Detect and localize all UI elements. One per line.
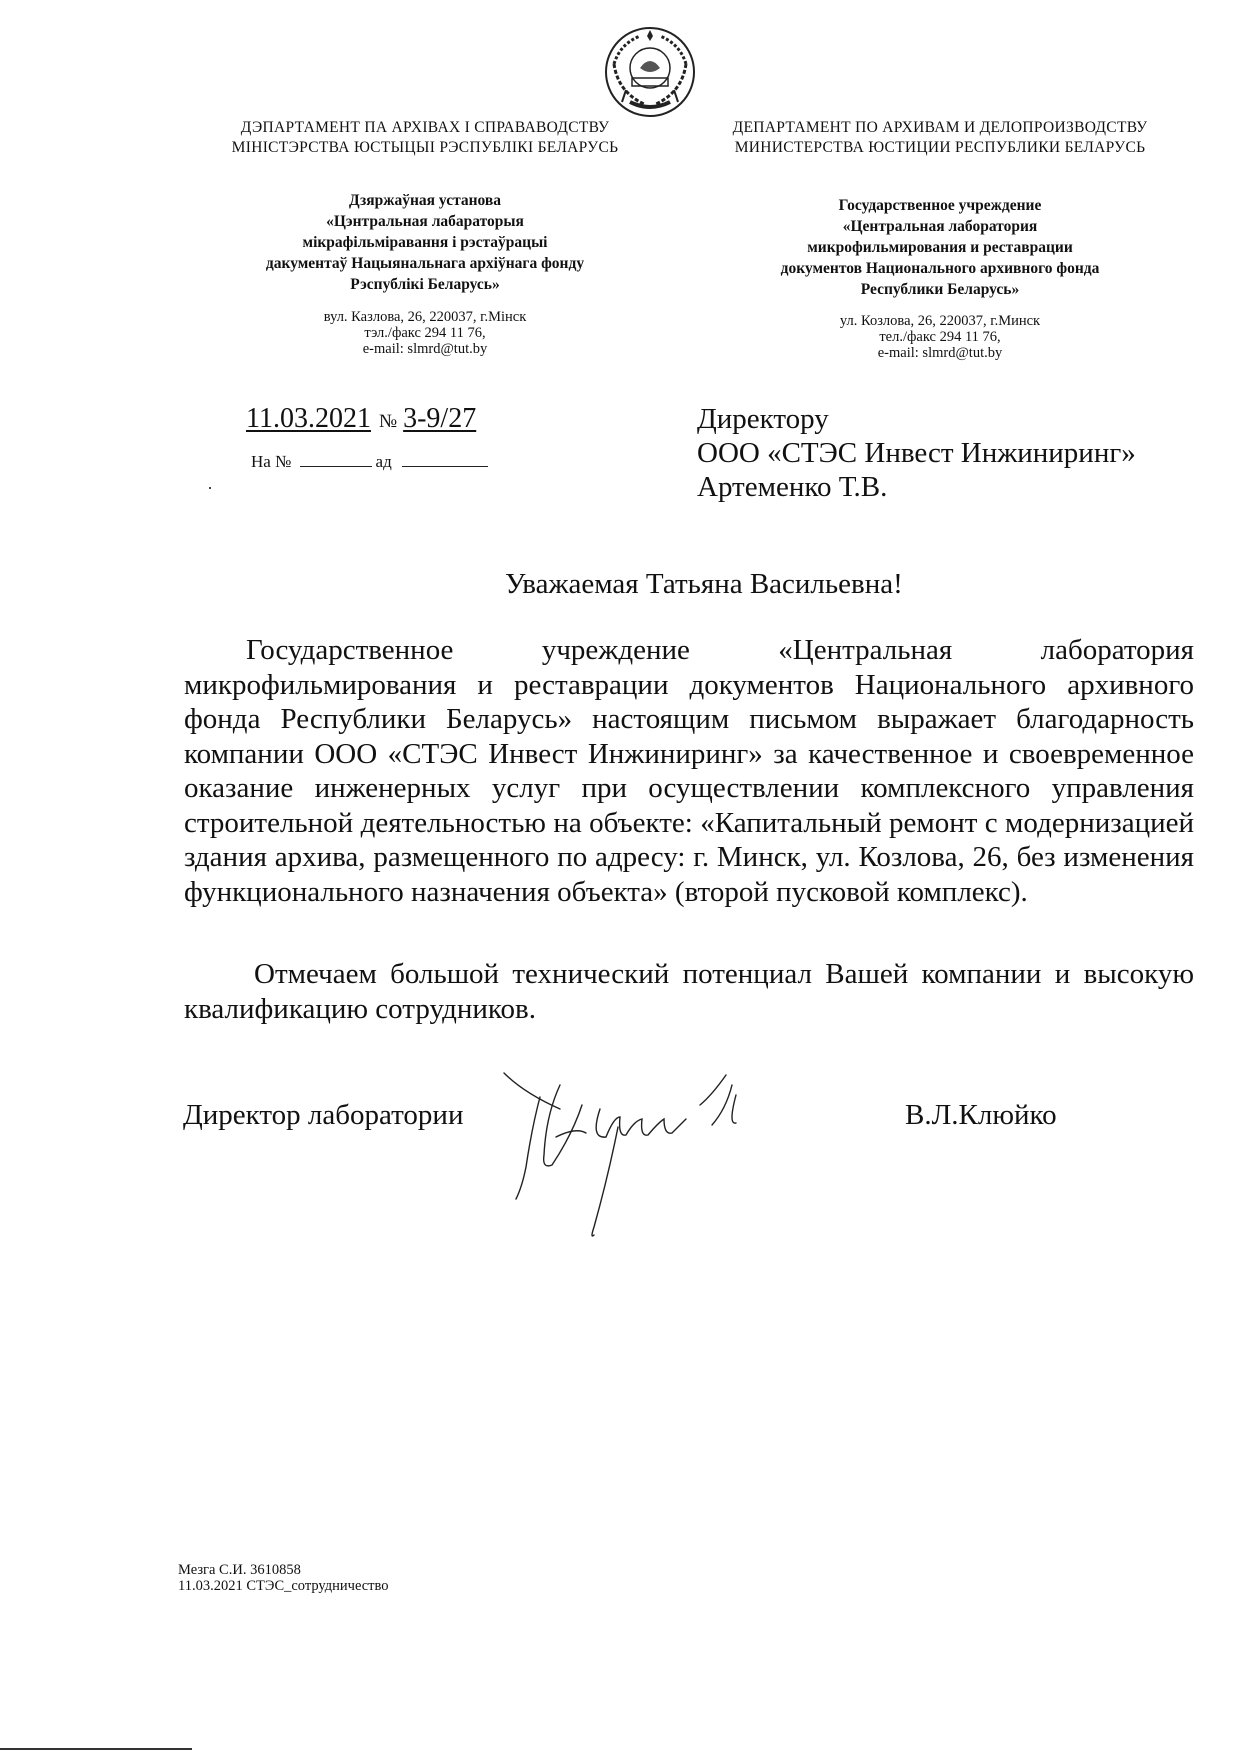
bottom-edge-line <box>0 1748 192 1750</box>
recipient-block <box>697 402 1136 504</box>
organization-left-line: Рэспублікі Беларусь» <box>350 276 500 293</box>
department-right-line1: ДЕПАРТАМЕНТ ПО АРХИВАМ И ДЕЛОПРОИЗВОДСТВУ <box>732 119 1148 136</box>
handwritten-signature <box>500 1065 840 1240</box>
executor-info <box>178 1562 389 1594</box>
organization-right-line: микрофильмирования и реставрации <box>807 239 1073 256</box>
recipient-company: ООО «СТЭС Инвест Инжиниринг» <box>697 437 1136 469</box>
department-right <box>700 118 1180 158</box>
address-left-email: e-mail: slmrd@tut.by <box>362 341 488 357</box>
organization-left-line: «Цэнтральная лабараторыя <box>326 213 524 230</box>
address-left-street: вул. Казлова, 26, 220037, г.Мінск <box>323 309 527 325</box>
reference-number-blank <box>300 452 372 467</box>
scan-speck <box>209 487 211 489</box>
organization-right-line: Государственное учреждение <box>838 197 1042 214</box>
department-left-line2: МІНІСТЭРСТВА ЮСТЫЦЫІ РЭСПУБЛІКІ БЕЛАРУСЬ <box>231 139 619 156</box>
department-left-line1: ДЭПАРТАМЕНТ ПА АРХІВАХ І СПРАВАВОДСТВУ <box>240 119 610 136</box>
reference-date-blank <box>402 452 488 467</box>
address-right <box>700 313 1180 361</box>
organization-right <box>700 195 1180 300</box>
registration-number: 3-9/27 <box>403 403 477 434</box>
body-paragraph-1: Государственное учреждение «Центральная лаборатория микрофильмирования и реставрации документов Национального архивного фонда Республики Беларусь» настоящим письмом выражает благодарность компании ООО «СТЭС Инвест Инжиниринг» за качественное и своевременное оказание инженерных услуг при осуществлении комплексного управления строительной деятельностью на объекте: «Капитальный ремонт с модернизацией здания архива, размещенного по адресу: г. Минск, ул. Козлова, 26, без изменения функционального назначения объекта» (второй пусковой комплекс). <box>184 634 1194 908</box>
registration-date-number <box>246 402 476 439</box>
reference-line <box>251 452 492 472</box>
registration-date: 11.03.2021 <box>246 403 371 434</box>
department-right-line2: МИНИСТЕРСТВА ЮСТИЦИИ РЕСПУБЛИКИ БЕЛАРУСЬ <box>734 139 1146 156</box>
address-left <box>195 309 655 357</box>
address-right-email: e-mail: slmrd@tut.by <box>877 345 1003 361</box>
body-paragraph-2: Отмечаем большой технический потенциал Вашей компании и высокую квалификацию сотрудников. <box>184 958 1194 1025</box>
recipient-position: Директору <box>697 403 829 435</box>
signatory-name: В.Л.Клюйко <box>905 1099 1057 1131</box>
organization-right-line: «Центральная лаборатория <box>842 218 1038 235</box>
organization-left-line: дакументаў Нацыянальнага архіўнага фонду <box>265 255 585 272</box>
executor-name-phone: Мезга С.И. 3610858 <box>178 1562 301 1578</box>
address-right-street: ул. Козлова, 26, 220037, г.Минск <box>839 313 1041 329</box>
organization-left-line: мікрафільміравання і рэстаўрацыі <box>302 234 548 251</box>
reference-label: На № <box>251 452 292 471</box>
organization-right-line: документов Национального архивного фонда <box>780 260 1100 277</box>
department-left <box>195 118 655 158</box>
recipient-person: Артеменко Т.В. <box>697 471 888 503</box>
number-sign: № <box>378 411 398 432</box>
organization-right-line: Республики Беларусь» <box>860 281 1020 298</box>
executor-file-ref: 11.03.2021 СТЭС_сотрудничество <box>178 1578 389 1594</box>
salutation: Уважаемая Татьяна Васильевна! <box>505 568 903 600</box>
state-emblem-icon <box>600 22 700 122</box>
organization-left-line: Дзяржаўная установа <box>348 192 502 209</box>
address-left-phone: тэл./факс 294 11 76, <box>364 325 486 341</box>
signatory-title: Директор лаборатории <box>183 1099 464 1131</box>
reference-from-label: ад <box>375 452 392 471</box>
organization-left <box>195 190 655 295</box>
address-right-phone: тел./факс 294 11 76, <box>879 329 1001 345</box>
